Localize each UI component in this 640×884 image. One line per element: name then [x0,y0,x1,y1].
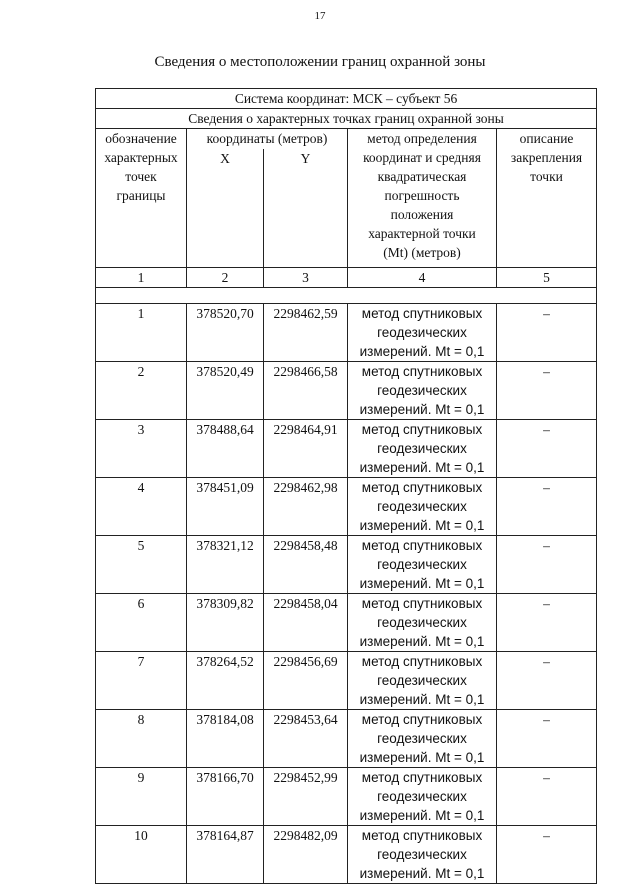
x-coordinate-cell: 378164,87 [187,826,264,884]
column-number: 2 [187,268,264,288]
method-line: геодезических [377,383,467,398]
y-coordinate-cell: 2298452,99 [264,768,348,826]
method-line: геодезических [377,673,467,688]
method-cell [348,478,497,536]
method-line: геодезических [377,731,467,746]
y-coordinate-cell: 2298466,58 [264,362,348,420]
point-number-cell: 1 [96,304,187,362]
header-method-line: (Mt) (метров) [383,245,461,260]
column-number: 3 [264,268,348,288]
page-number: 17 [314,10,326,22]
y-coordinate-cell: 2298462,98 [264,478,348,536]
table-row [96,420,597,478]
column-number: 4 [348,268,497,288]
spacer-cell [96,288,597,304]
header-description-line: описание [519,131,574,146]
header-row [96,129,597,150]
column-number: 5 [497,268,597,288]
header-method-line: положения [390,207,454,222]
description-cell: – [497,362,597,420]
header-method-line: погрешность [384,188,460,203]
header-method-line: метод определения [367,131,477,146]
method-line: измерений. Mt = 0,1 [359,344,485,359]
method-line: метод спутниковых [361,596,483,611]
method-line: метод спутниковых [361,712,483,727]
y-coordinate-cell: 2298458,48 [264,536,348,594]
method-line: измерений. Mt = 0,1 [359,692,485,707]
header-y: Y [264,149,348,268]
coordinate-system-cell: Система координат: МСК – субъект 56 [96,89,597,109]
method-line: геодезических [377,499,467,514]
method-line: измерений. Mt = 0,1 [359,576,485,591]
header-designation-line: характерных [104,150,178,165]
header-designation-line: границы [116,188,166,203]
method-line: измерений. Mt = 0,1 [359,866,485,881]
method-line: геодезических [377,847,467,862]
method-line: метод спутниковых [361,364,483,379]
table-row [96,768,597,826]
method-line: геодезических [377,325,467,340]
y-coordinate-cell: 2298456,69 [264,652,348,710]
point-number-cell: 5 [96,536,187,594]
x-coordinate-cell: 378520,70 [187,304,264,362]
point-number-cell: 9 [96,768,187,826]
header-method [348,129,497,268]
point-number-cell: 2 [96,362,187,420]
method-cell [348,420,497,478]
y-coordinate-cell: 2298482,09 [264,826,348,884]
column-number: 1 [96,268,187,288]
header-x: X [187,149,264,268]
method-line: метод спутниковых [361,654,483,669]
section-title-cell: Сведения о характерных точках границ охранной зоны [96,109,597,129]
table-row [96,594,597,652]
method-line: геодезических [377,615,467,630]
method-line: измерений. Mt = 0,1 [359,402,485,417]
description-cell: – [497,768,597,826]
x-coordinate-cell: 378488,64 [187,420,264,478]
x-coordinate-cell: 378309,82 [187,594,264,652]
method-cell [348,536,497,594]
y-coordinate-cell: 2298458,04 [264,594,348,652]
method-cell [348,594,497,652]
y-coordinate-cell: 2298464,91 [264,420,348,478]
method-line: геодезических [377,557,467,572]
header-description-line: точки [530,169,563,184]
description-cell: – [497,826,597,884]
section-title-row [96,109,597,129]
header-method-line: координат и средняя [363,150,481,165]
method-cell [348,304,497,362]
description-cell: – [497,594,597,652]
point-number-cell: 4 [96,478,187,536]
description-cell: – [497,536,597,594]
header-designation [96,129,187,268]
point-number-cell: 10 [96,826,187,884]
x-coordinate-cell: 378451,09 [187,478,264,536]
table-row [96,652,597,710]
description-cell: – [497,652,597,710]
point-number-cell: 6 [96,594,187,652]
method-line: метод спутниковых [361,770,483,785]
header-designation-line: обозначение [105,131,177,146]
y-coordinate-cell: 2298462,59 [264,304,348,362]
column-numbers-row [96,268,597,288]
description-cell: – [497,710,597,768]
coordinate-system-row [96,89,597,109]
table-row [96,826,597,884]
x-coordinate-cell: 378321,12 [187,536,264,594]
method-line: измерений. Mt = 0,1 [359,518,485,533]
table-row [96,362,597,420]
table-row [96,536,597,594]
point-number-cell: 7 [96,652,187,710]
document-title: Сведения о местоположении границ охранной зоны [154,54,486,70]
method-cell [348,362,497,420]
method-line: метод спутниковых [361,828,483,843]
table-row [96,710,597,768]
method-cell [348,768,497,826]
method-cell [348,710,497,768]
x-coordinate-cell: 378520,49 [187,362,264,420]
description-cell: – [497,420,597,478]
table-body [96,89,597,884]
method-line: метод спутниковых [361,422,483,437]
method-line: геодезических [377,789,467,804]
method-line: геодезических [377,441,467,456]
point-number-cell: 8 [96,710,187,768]
boundary-points-table [95,88,597,884]
description-cell: – [497,478,597,536]
method-line: метод спутниковых [361,306,483,321]
header-method-line: характерной точки [368,226,476,241]
method-line: измерений. Mt = 0,1 [359,808,485,823]
method-line: метод спутниковых [361,480,483,495]
method-line: измерений. Mt = 0,1 [359,634,485,649]
header-coordinates: координаты (метров) [187,129,348,150]
description-cell: – [497,304,597,362]
method-cell [348,826,497,884]
x-coordinate-cell: 378166,70 [187,768,264,826]
method-line: измерений. Mt = 0,1 [359,750,485,765]
header-description [497,129,597,268]
y-coordinate-cell: 2298453,64 [264,710,348,768]
header-description-line: закрепления [510,150,583,165]
point-number-cell: 3 [96,420,187,478]
header-designation-line: точек [125,169,157,184]
method-line: метод спутниковых [361,538,483,553]
spacer-row [96,288,597,304]
method-cell [348,652,497,710]
table-row [96,304,597,362]
method-line: измерений. Mt = 0,1 [359,460,485,475]
table-row [96,478,597,536]
header-method-line: квадратическая [377,169,467,184]
x-coordinate-cell: 378184,08 [187,710,264,768]
x-coordinate-cell: 378264,52 [187,652,264,710]
